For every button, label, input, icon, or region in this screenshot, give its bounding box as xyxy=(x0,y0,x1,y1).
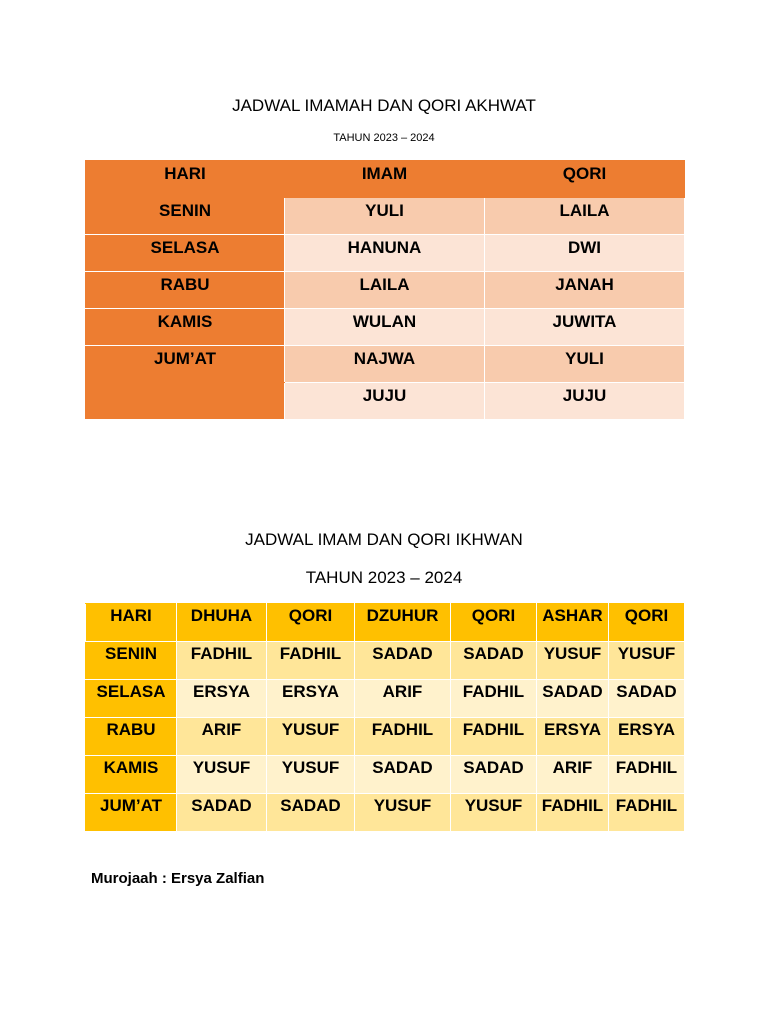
imam-cell: JUJU xyxy=(285,383,485,420)
day-cell: JUM’AT xyxy=(86,346,285,383)
table-cell: SADAD xyxy=(177,794,267,832)
akhwat-subtitle: TAHUN 2023 – 2024 xyxy=(333,132,435,144)
table-cell: ERSYA xyxy=(537,718,609,756)
day-cell: JUM’AT xyxy=(86,794,177,832)
table-header-row xyxy=(86,161,685,198)
ikhwan-subtitle: TAHUN 2023 – 2024 xyxy=(305,568,463,587)
day-cell: SENIN xyxy=(86,642,177,680)
qori-cell: DWI xyxy=(485,235,685,272)
table-cell: FADHIL xyxy=(267,642,355,680)
day-cell: RABU xyxy=(86,718,177,756)
murojaah-note: Murojaah : Ersya Zalfian xyxy=(91,870,265,887)
qori-cell: JANAH xyxy=(485,272,685,309)
imam-cell: WULAN xyxy=(285,309,485,346)
qori-cell: JUJU xyxy=(485,383,685,420)
day-cell: KAMIS xyxy=(86,756,177,794)
table-row xyxy=(86,642,685,680)
qori-cell: LAILA xyxy=(485,198,685,235)
table-cell: SADAD xyxy=(267,794,355,832)
day-cell xyxy=(86,383,285,420)
table-cell: SADAD xyxy=(537,680,609,718)
table-cell: FADHIL xyxy=(609,756,685,794)
table-cell: FADHIL xyxy=(177,642,267,680)
header-cell: HARI xyxy=(86,604,177,642)
day-cell: SENIN xyxy=(86,198,285,235)
table-cell: YUSUF xyxy=(267,756,355,794)
table-cell: SADAD xyxy=(355,756,451,794)
table-cell: FADHIL xyxy=(355,718,451,756)
day-cell: KAMIS xyxy=(86,309,285,346)
qori-cell: YULI xyxy=(485,346,685,383)
table-row xyxy=(86,309,685,346)
table-cell: FADHIL xyxy=(451,718,537,756)
header-cell: DHUHA xyxy=(177,604,267,642)
table-row xyxy=(86,794,685,832)
table-cell: YUSUF xyxy=(451,794,537,832)
table-header-row xyxy=(86,604,685,642)
table-cell: ERSYA xyxy=(609,718,685,756)
header-cell: ASHAR xyxy=(537,604,609,642)
table-cell: YUSUF xyxy=(537,642,609,680)
header-cell: HARI xyxy=(86,161,285,198)
header-cell: QORI xyxy=(267,604,355,642)
header-cell: IMAM xyxy=(285,161,485,198)
imam-cell: HANUNA xyxy=(285,235,485,272)
table-cell: YUSUF xyxy=(267,718,355,756)
imam-cell: YULI xyxy=(285,198,485,235)
table-cell: ARIF xyxy=(537,756,609,794)
table-cell: FADHIL xyxy=(537,794,609,832)
table-cell: FADHIL xyxy=(451,680,537,718)
day-cell: SELASA xyxy=(86,235,285,272)
imam-cell: LAILA xyxy=(285,272,485,309)
akhwat-title: JADWAL IMAMAH DAN QORI AKHWAT xyxy=(232,96,536,115)
table-cell: YUSUF xyxy=(609,642,685,680)
akhwat-table xyxy=(85,160,685,420)
table-row xyxy=(86,756,685,794)
day-cell: SELASA xyxy=(86,680,177,718)
table-cell: YUSUF xyxy=(177,756,267,794)
table-row xyxy=(86,235,685,272)
header-cell: QORI xyxy=(451,604,537,642)
table-cell: FADHIL xyxy=(609,794,685,832)
table-row xyxy=(86,718,685,756)
table-row xyxy=(86,680,685,718)
header-cell: QORI xyxy=(609,604,685,642)
header-cell: DZUHUR xyxy=(355,604,451,642)
day-cell: RABU xyxy=(86,272,285,309)
table-row xyxy=(86,346,685,383)
table-cell: SADAD xyxy=(451,642,537,680)
table-row xyxy=(86,272,685,309)
table-cell: SADAD xyxy=(609,680,685,718)
table-row xyxy=(86,198,685,235)
table-cell: ARIF xyxy=(177,718,267,756)
table-cell: YUSUF xyxy=(355,794,451,832)
table-row xyxy=(86,383,685,420)
table-cell: SADAD xyxy=(451,756,537,794)
table-cell: ERSYA xyxy=(177,680,267,718)
header-cell: QORI xyxy=(485,161,685,198)
imam-cell: NAJWA xyxy=(285,346,485,383)
table-cell: ARIF xyxy=(355,680,451,718)
table-cell: SADAD xyxy=(355,642,451,680)
table-cell: ERSYA xyxy=(267,680,355,718)
ikhwan-table xyxy=(85,603,685,832)
ikhwan-title: JADWAL IMAM DAN QORI IKHWAN xyxy=(245,530,523,549)
qori-cell: JUWITA xyxy=(485,309,685,346)
